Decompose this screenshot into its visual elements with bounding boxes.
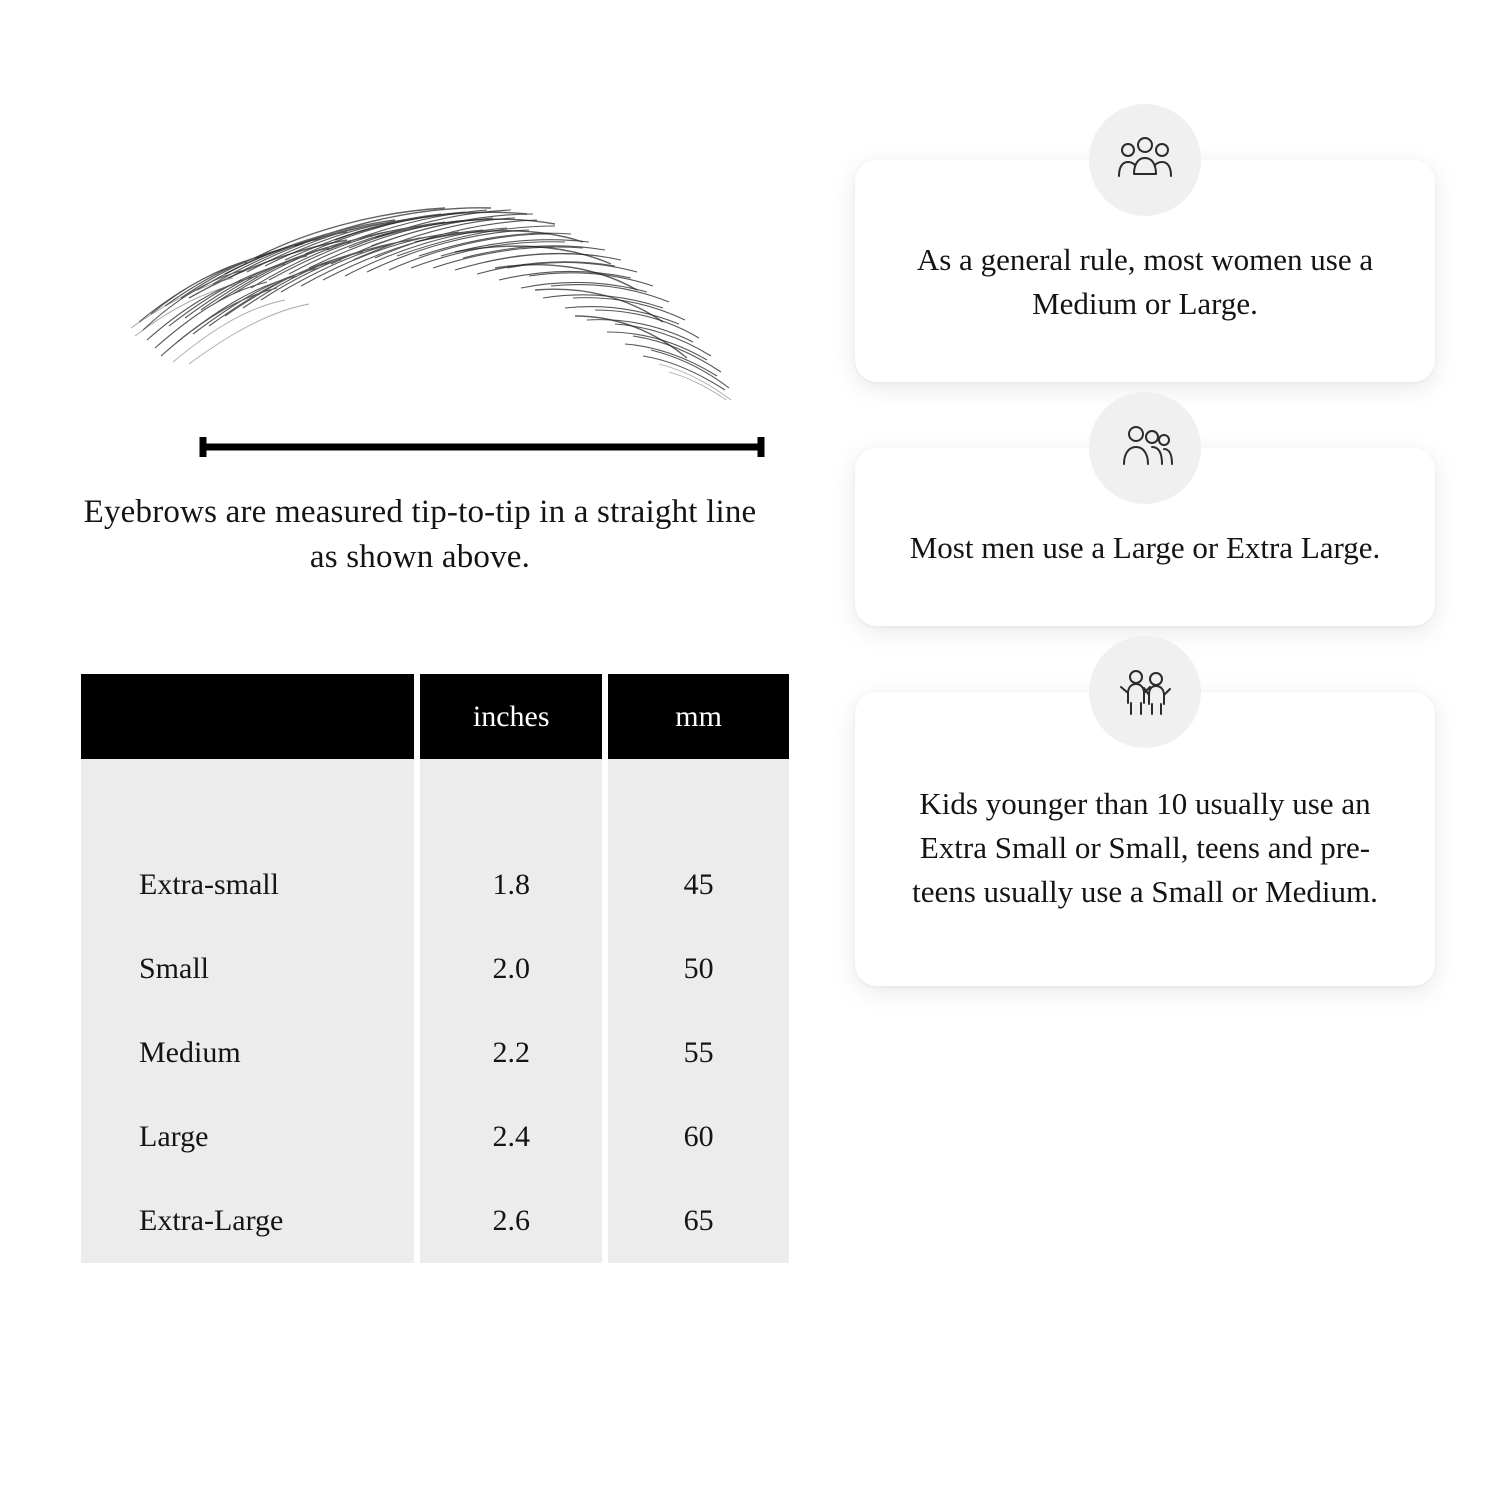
- size-mm: 45: [608, 843, 789, 927]
- eyebrow-illustration: [125, 150, 745, 400]
- size-inches: 2.6: [420, 1179, 602, 1263]
- size-mm: 60: [608, 1095, 789, 1179]
- table-header-inches: inches: [420, 674, 602, 759]
- size-name: Small: [81, 927, 414, 1011]
- spacer-cell: [81, 759, 414, 843]
- measurement-caption: Eyebrows are measured tip-to-tip in a straight line as shown above.: [83, 494, 757, 575]
- size-mm: 65: [608, 1179, 789, 1263]
- tip-card-men-text: Most men use a Large or Extra Large.: [909, 530, 1381, 566]
- kids-icon: [1089, 636, 1201, 748]
- size-inches: 2.4: [420, 1095, 602, 1179]
- size-table-body: [81, 759, 789, 1263]
- table-header-mm: mm: [608, 674, 789, 759]
- size-mm: 50: [608, 927, 789, 1011]
- left-column: [75, 150, 795, 1263]
- table-row: [81, 1179, 789, 1263]
- tip-to-tip-measurement-bar: [197, 435, 767, 459]
- right-column: [855, 160, 1435, 1052]
- size-inches: 2.0: [420, 927, 602, 1011]
- tip-card-women-text: As a general rule, most women use a Medium or Large.: [916, 242, 1374, 322]
- table-row: [81, 1011, 789, 1095]
- tip-card-men-wrap: [855, 448, 1435, 626]
- table-header-row: [81, 674, 789, 759]
- spacer-cell: [420, 759, 602, 843]
- size-name: Extra-Large: [81, 1179, 414, 1263]
- size-name: Extra-small: [81, 843, 414, 927]
- women-group-icon: [1089, 104, 1201, 216]
- size-inches: 2.2: [420, 1011, 602, 1095]
- spacer-cell: [608, 759, 789, 843]
- size-name: Large: [81, 1095, 414, 1179]
- size-table-header: [81, 674, 789, 759]
- size-mm: 55: [608, 1011, 789, 1095]
- table-header-blank: [81, 674, 414, 759]
- eyebrow-figure: [125, 150, 765, 480]
- tip-card-kids-wrap: [855, 692, 1435, 986]
- size-table: [75, 674, 795, 1263]
- table-row: [81, 927, 789, 1011]
- table-spacer-row: [81, 759, 789, 843]
- table-row: [81, 1095, 789, 1179]
- size-inches: 1.8: [420, 843, 602, 927]
- size-name: Medium: [81, 1011, 414, 1095]
- tip-card-kids-text: Kids younger than 10 usually use an Extra Small or Small, teens and pre-teens usually use a Small or Medium.: [912, 786, 1378, 910]
- table-row: [81, 843, 789, 927]
- tip-card-women-wrap: [855, 160, 1435, 382]
- men-group-icon: [1089, 392, 1201, 504]
